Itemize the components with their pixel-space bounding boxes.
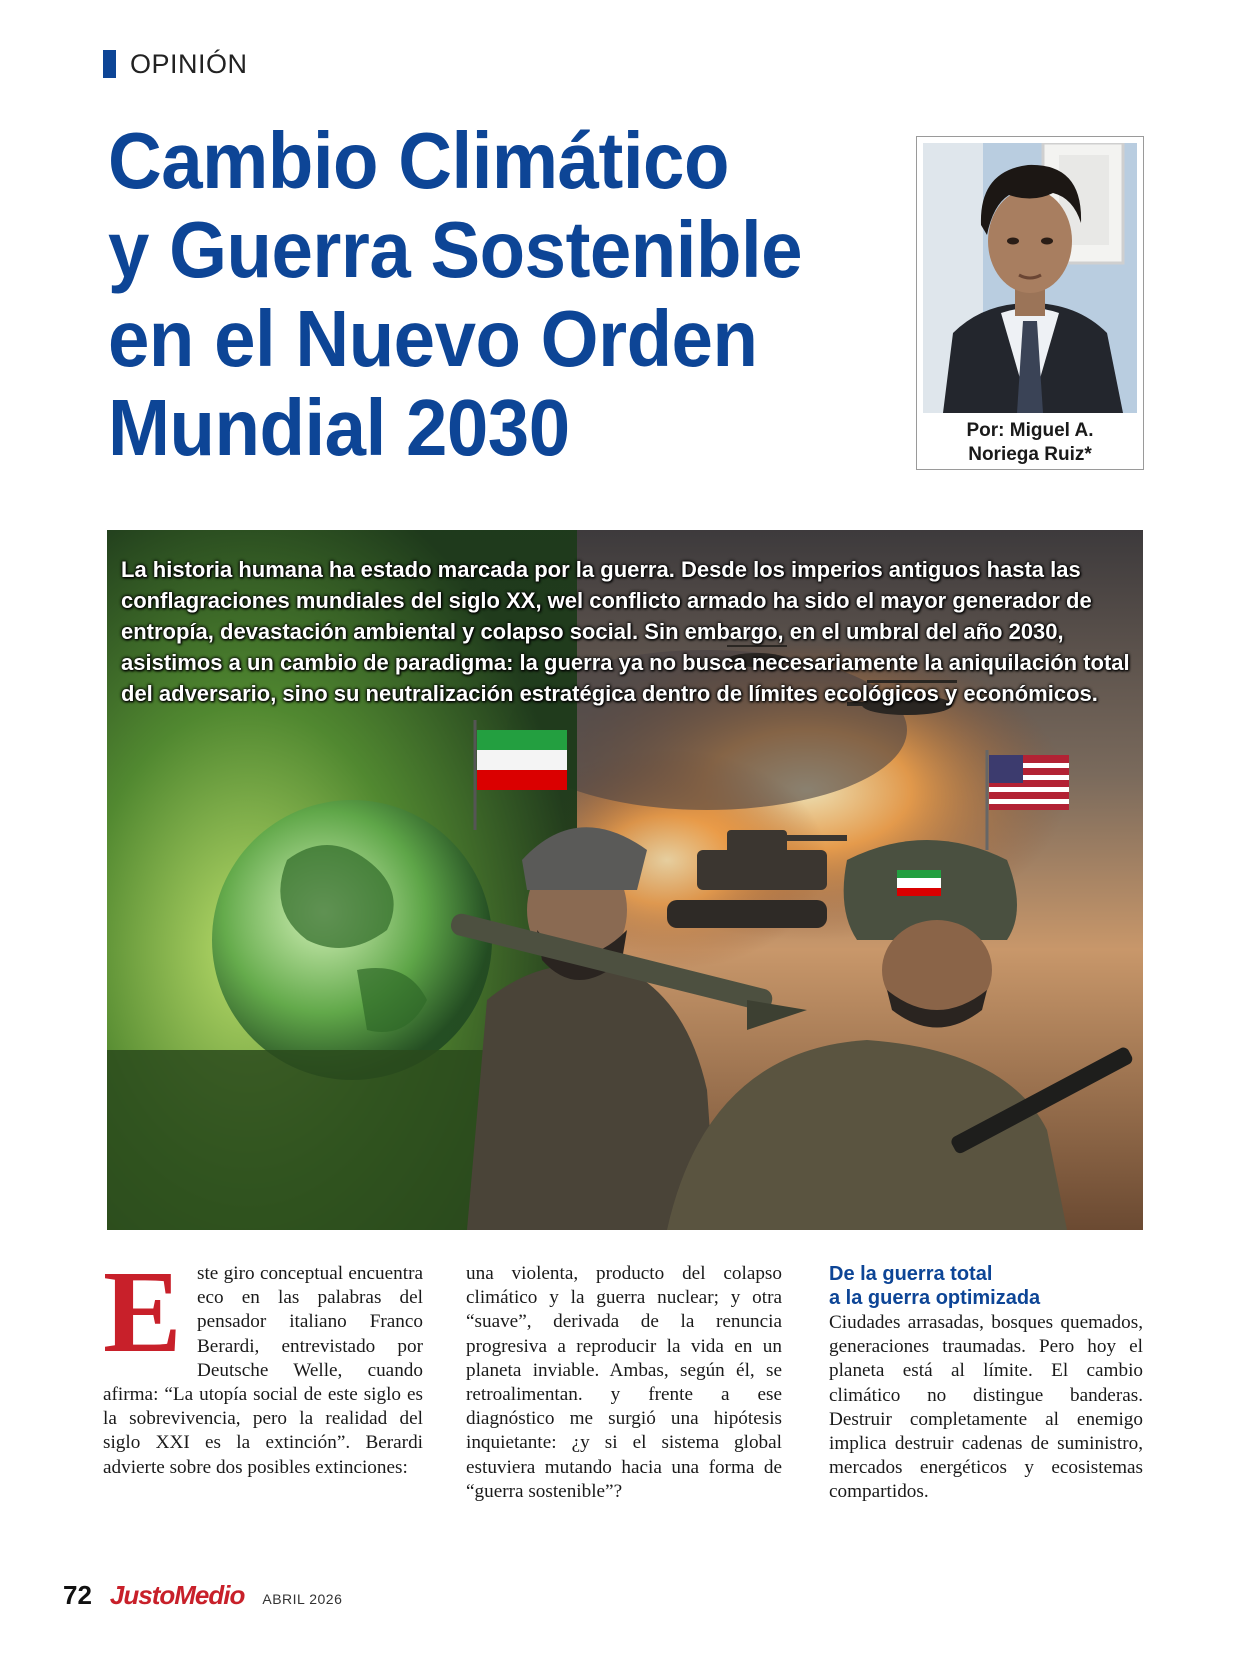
- section-tag: [103, 48, 248, 80]
- author-byline: [917, 419, 1143, 467]
- author-box: [916, 136, 1144, 470]
- section-marker: [103, 50, 116, 78]
- body-column-3: [829, 1262, 1143, 1505]
- headline-line: en el Nuevo Orden: [108, 294, 758, 383]
- headline-line: Mundial 2030: [108, 383, 570, 472]
- subheading-line: De la guerra total: [829, 1263, 993, 1285]
- byline-line: Noriega Ruiz*: [968, 444, 1092, 465]
- subheading-line: a la guerra optimizada: [829, 1287, 1041, 1309]
- body-column-1: [103, 1246, 423, 1480]
- subheading: [829, 1262, 1143, 1310]
- body-text: una violenta, producto del colapso climático y la guerra nuclear; y otra “suave”, derivada de la renuncia progresiva a reproducir la vida en un planeta inviable. Ambas, según él, se retroalimentan. y frente a ese diagnóstico me surgió una hipótesis inquietante: ¿y si el sistema global estuviera mutando hacia una forma de “guerra sostenible”?: [466, 1263, 782, 1502]
- page-footer: [63, 1580, 342, 1614]
- issue-date: ABRIL 2026: [262, 1591, 343, 1607]
- byline-line: Por: Miguel A.: [966, 420, 1094, 441]
- body-text: ste giro conceptual encuentra eco en las palabras del pensador italiano Franco Berardi, entrevistado por Deutsche Welle, cuando afirma: “La utopía social de este siglo es la sobrevivencia, pero la realidad del siglo XXI es la extinción”. Berardi advierte sobre dos posibles extinciones:: [103, 1263, 423, 1478]
- hero-image: [107, 530, 1143, 1230]
- headline-line: Cambio Climático: [108, 116, 729, 205]
- headline-line: y Guerra Sostenible: [108, 205, 803, 294]
- body-text: Ciudades arrasadas, bosques quemados, generaciones traumadas. Pero hoy el planeta está al límite. El cambio climático no distingue banderas. Destruir completamente al enemigo implica destruir cadenas de suministro, mercados energéticos y ecosistemas compartidos.: [829, 1312, 1143, 1503]
- page-number: 72: [63, 1580, 92, 1610]
- magazine-logo: JustoMedio: [109, 1580, 245, 1610]
- section-label: OPINIÓN: [130, 48, 248, 79]
- author-photo: [923, 143, 1137, 413]
- drop-cap: E: [103, 1246, 182, 1377]
- lead-paragraph: La historia humana ha estado marcada por la guerra. Desde los imperios antiguos hasta las conflagraciones mundiales del siglo XX, wel conflicto armado ha sido el mayor generador de entropía, devastación ambiental y colapso social. Sin embargo, en el umbral del año 2030, asistimos a un cambio de paradigma: la guerra ya no busca necesariamente la aniquilación total del adversario, sino su neutralización estratégica dentro de límites ecológicos y económicos.: [121, 557, 1130, 706]
- body-column-2: [466, 1262, 782, 1504]
- article-headline: [108, 116, 852, 472]
